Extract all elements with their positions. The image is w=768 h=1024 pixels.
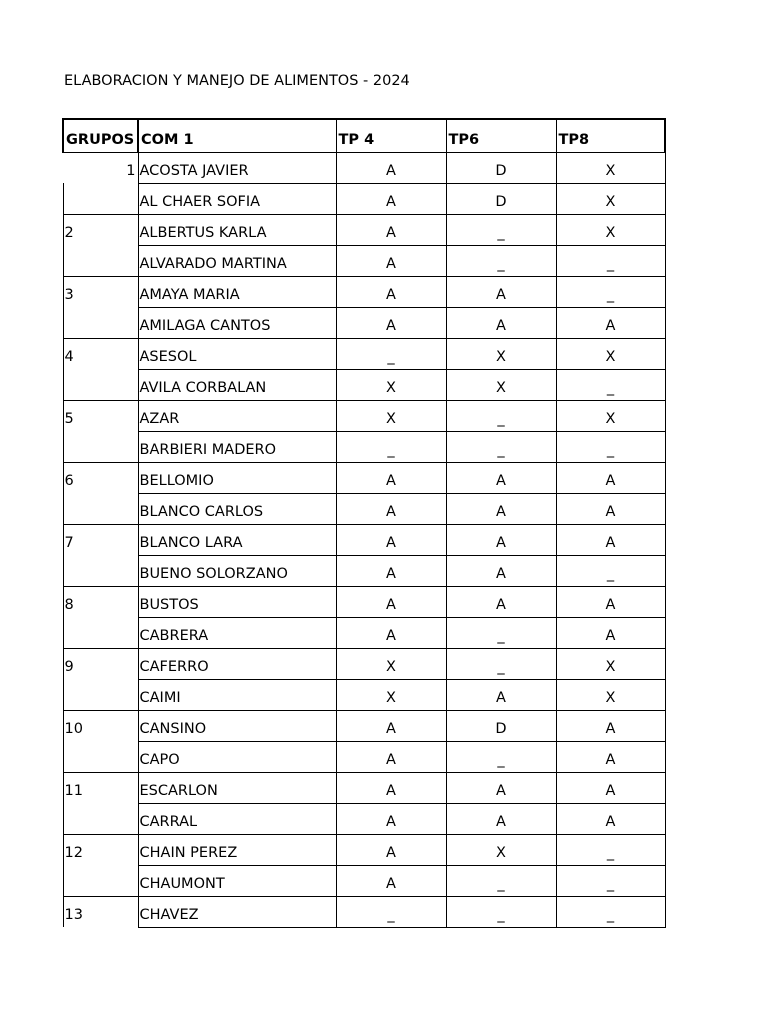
group-cell bbox=[63, 741, 138, 772]
table-row bbox=[63, 741, 665, 772]
name-cell bbox=[138, 338, 336, 369]
tp8-cell bbox=[556, 245, 665, 276]
tp8-cell-text: A bbox=[605, 813, 616, 830]
tp8-cell bbox=[556, 462, 665, 493]
table-row bbox=[63, 152, 665, 183]
tp8-cell-text: X bbox=[605, 689, 616, 706]
tp8-cell bbox=[556, 803, 665, 834]
tp6-cell-text: A bbox=[496, 565, 506, 582]
tp4-cell-text: A bbox=[386, 875, 396, 892]
tp8-cell-text: A bbox=[605, 627, 616, 644]
tp8-cell-text: _ bbox=[606, 441, 615, 458]
table-row bbox=[63, 896, 665, 927]
name-cell-text: BELLOMIO bbox=[139, 472, 214, 489]
name-cell-text: BARBIERI MADERO bbox=[139, 441, 277, 458]
tp8-cell bbox=[556, 400, 665, 431]
tp6-cell-text: _ bbox=[497, 875, 505, 892]
tp4-cell bbox=[336, 741, 446, 772]
name-cell-text: AMAYA MARIA bbox=[139, 286, 240, 303]
tp8-cell-text: A bbox=[605, 317, 616, 334]
table-row bbox=[63, 245, 665, 276]
table-row bbox=[63, 555, 665, 586]
tp6-cell-text: A bbox=[496, 813, 506, 830]
group-cell bbox=[63, 338, 138, 369]
name-cell bbox=[138, 617, 336, 648]
group-cell bbox=[63, 834, 138, 865]
group-cell-text: 1 bbox=[126, 163, 136, 179]
tp8-cell bbox=[556, 865, 665, 896]
name-cell bbox=[138, 524, 336, 555]
table-row bbox=[63, 710, 665, 741]
tp8-cell bbox=[556, 152, 665, 183]
tp6-cell-text: X bbox=[496, 379, 506, 396]
group-cell bbox=[63, 183, 138, 214]
tp8-cell-text: A bbox=[605, 751, 616, 768]
group-cell bbox=[63, 276, 138, 307]
tp8-cell bbox=[556, 834, 665, 865]
tp8-cell-text: _ bbox=[606, 286, 615, 303]
tp4-cell-text: _ bbox=[387, 906, 395, 923]
tp6-cell bbox=[446, 152, 556, 183]
tp6-cell bbox=[446, 710, 556, 741]
tp8-cell-text: A bbox=[605, 503, 616, 520]
group-cell bbox=[63, 400, 138, 431]
group-cell-text: 9 bbox=[64, 659, 74, 675]
tp4-cell-text: _ bbox=[387, 441, 395, 458]
tp8-cell bbox=[556, 276, 665, 307]
group-cell-text: 7 bbox=[64, 535, 74, 551]
tp4-cell bbox=[336, 524, 446, 555]
tp4-cell-text: A bbox=[386, 813, 396, 830]
table-row bbox=[63, 865, 665, 896]
tp6-cell-text: _ bbox=[497, 627, 505, 644]
tp4-cell-text: X bbox=[386, 689, 396, 706]
tp6-cell bbox=[446, 803, 556, 834]
name-cell bbox=[138, 741, 336, 772]
name-cell bbox=[138, 648, 336, 679]
tp8-cell-text: A bbox=[605, 534, 616, 551]
tp6-cell-text: _ bbox=[497, 658, 505, 675]
name-cell bbox=[138, 803, 336, 834]
name-cell bbox=[138, 865, 336, 896]
name-cell bbox=[138, 276, 336, 307]
name-cell-text: ASESOL bbox=[139, 348, 197, 365]
name-cell-text: BLANCO CARLOS bbox=[139, 503, 264, 520]
tp8-cell bbox=[556, 648, 665, 679]
table-row bbox=[63, 617, 665, 648]
name-cell bbox=[138, 183, 336, 214]
name-cell bbox=[138, 245, 336, 276]
name-cell-text: CARRAL bbox=[139, 813, 198, 830]
name-cell-text: CHAIN PEREZ bbox=[139, 844, 238, 861]
tp6-cell bbox=[446, 679, 556, 710]
group-cell-text: 4 bbox=[64, 349, 74, 365]
group-cell bbox=[63, 524, 138, 555]
name-cell-text: CAIMI bbox=[139, 689, 181, 706]
group-cell bbox=[63, 772, 138, 803]
tp6-cell bbox=[446, 493, 556, 524]
tp4-cell-text: X bbox=[386, 658, 396, 675]
tp8-cell-text: X bbox=[605, 658, 616, 675]
tp4-cell-text: A bbox=[386, 844, 396, 861]
table-row bbox=[63, 369, 665, 400]
tp8-cell-text: A bbox=[605, 720, 616, 737]
tp8-cell bbox=[556, 493, 665, 524]
tp8-cell bbox=[556, 741, 665, 772]
table-row bbox=[63, 586, 665, 617]
table-row bbox=[63, 214, 665, 245]
group-cell-text: 10 bbox=[64, 721, 83, 737]
tp4-cell bbox=[336, 772, 446, 803]
tp6-cell bbox=[446, 462, 556, 493]
tp6-cell bbox=[446, 741, 556, 772]
tp6-cell bbox=[446, 617, 556, 648]
tp6-cell-text: A bbox=[496, 472, 506, 489]
tp8-cell bbox=[556, 555, 665, 586]
tp8-cell bbox=[556, 896, 665, 927]
tp4-cell-text: X bbox=[386, 379, 396, 396]
tp4-cell bbox=[336, 369, 446, 400]
tp6-cell-text: _ bbox=[497, 441, 505, 458]
group-cell bbox=[63, 803, 138, 834]
tp6-cell bbox=[446, 586, 556, 617]
table-row bbox=[63, 338, 665, 369]
group-cell-text: 11 bbox=[64, 783, 83, 799]
tp4-cell-text: A bbox=[386, 193, 396, 210]
tp8-cell bbox=[556, 586, 665, 617]
header-tp6: TP6 bbox=[446, 119, 556, 152]
tp4-cell-text: A bbox=[386, 720, 396, 737]
tp4-cell bbox=[336, 493, 446, 524]
tp8-cell-text: _ bbox=[606, 379, 615, 396]
name-cell-text: ALVARADO MARTINA bbox=[139, 255, 287, 272]
tp8-cell-text: A bbox=[605, 782, 616, 799]
tp6-cell-text: A bbox=[496, 534, 506, 551]
tp8-cell-text: _ bbox=[606, 255, 615, 272]
name-cell-text: CHAUMONT bbox=[139, 875, 225, 892]
tp6-cell-text: _ bbox=[497, 751, 505, 768]
group-cell bbox=[63, 710, 138, 741]
tp8-cell-text: X bbox=[605, 193, 616, 210]
tp4-cell-text: A bbox=[386, 286, 396, 303]
group-cell bbox=[63, 617, 138, 648]
tp8-cell bbox=[556, 214, 665, 245]
header-row bbox=[63, 119, 665, 152]
tp4-cell bbox=[336, 214, 446, 245]
name-cell-text: CANSINO bbox=[139, 720, 207, 737]
group-cell bbox=[63, 586, 138, 617]
tp4-cell-text: A bbox=[386, 224, 396, 241]
tp4-cell-text: A bbox=[386, 782, 396, 799]
table-row bbox=[63, 679, 665, 710]
document-title: ELABORACION Y MANEJO DE ALIMENTOS - 2024 bbox=[64, 73, 410, 89]
tp6-cell bbox=[446, 276, 556, 307]
name-cell bbox=[138, 307, 336, 338]
tp4-cell bbox=[336, 710, 446, 741]
name-cell bbox=[138, 896, 336, 927]
group-cell bbox=[63, 462, 138, 493]
tp4-cell bbox=[336, 896, 446, 927]
name-cell-text: BLANCO LARA bbox=[139, 534, 243, 551]
table-row bbox=[63, 431, 665, 462]
tp8-cell-text: X bbox=[605, 162, 616, 179]
tp6-cell bbox=[446, 896, 556, 927]
grades-table bbox=[62, 118, 666, 928]
tp8-cell bbox=[556, 307, 665, 338]
name-cell-text: CAFERRO bbox=[139, 658, 209, 675]
table-row bbox=[63, 524, 665, 555]
group-cell bbox=[63, 152, 138, 183]
table-row bbox=[63, 648, 665, 679]
header-tp4: TP 4 bbox=[336, 119, 446, 152]
tp4-cell-text: A bbox=[386, 255, 396, 272]
tp6-cell-text: A bbox=[496, 503, 506, 520]
tp6-cell-text: A bbox=[496, 317, 506, 334]
table-row bbox=[63, 462, 665, 493]
name-cell-text: AZAR bbox=[139, 410, 180, 427]
table-row bbox=[63, 400, 665, 431]
tp6-cell-text: _ bbox=[497, 906, 505, 923]
tp4-cell bbox=[336, 338, 446, 369]
tp4-cell bbox=[336, 183, 446, 214]
tp4-cell bbox=[336, 555, 446, 586]
grades-table-body bbox=[63, 119, 665, 927]
name-cell bbox=[138, 555, 336, 586]
tp6-cell bbox=[446, 307, 556, 338]
tp4-cell bbox=[336, 803, 446, 834]
group-cell bbox=[63, 431, 138, 462]
tp6-cell-text: D bbox=[495, 193, 507, 210]
tp6-cell-text: _ bbox=[497, 410, 505, 427]
tp8-cell-text: _ bbox=[606, 565, 615, 582]
tp4-cell bbox=[336, 648, 446, 679]
name-cell bbox=[138, 431, 336, 462]
group-cell bbox=[63, 896, 138, 927]
group-cell-text: 2 bbox=[64, 225, 74, 241]
tp8-cell-text: _ bbox=[606, 844, 615, 861]
table-row bbox=[63, 803, 665, 834]
group-cell bbox=[63, 555, 138, 586]
tp8-cell bbox=[556, 617, 665, 648]
name-cell bbox=[138, 400, 336, 431]
name-cell-text: AMILAGA CANTOS bbox=[139, 317, 271, 334]
tp4-cell-text: A bbox=[386, 751, 396, 768]
tp8-cell-text: _ bbox=[606, 875, 615, 892]
tp8-cell-text: X bbox=[605, 224, 616, 241]
group-cell bbox=[63, 493, 138, 524]
tp6-cell bbox=[446, 834, 556, 865]
tp8-cell-text: A bbox=[605, 472, 616, 489]
tp4-cell-text: X bbox=[386, 410, 396, 427]
table-row bbox=[63, 183, 665, 214]
tp4-cell bbox=[336, 245, 446, 276]
tp8-cell bbox=[556, 431, 665, 462]
table-row bbox=[63, 307, 665, 338]
tp6-cell-text: A bbox=[496, 782, 506, 799]
tp6-cell bbox=[446, 431, 556, 462]
tp6-cell-text: _ bbox=[497, 255, 505, 272]
tp6-cell bbox=[446, 648, 556, 679]
tp8-cell bbox=[556, 524, 665, 555]
tp6-cell-text: _ bbox=[497, 224, 505, 241]
header-tp8: TP8 bbox=[556, 119, 665, 152]
name-cell bbox=[138, 710, 336, 741]
group-cell-text: 5 bbox=[64, 411, 74, 427]
group-cell bbox=[63, 245, 138, 276]
name-cell bbox=[138, 834, 336, 865]
table-row bbox=[63, 493, 665, 524]
name-cell-text: CAPO bbox=[139, 751, 180, 768]
group-cell-text: 13 bbox=[64, 907, 83, 923]
group-cell-text: 3 bbox=[64, 287, 74, 303]
tp6-cell-text: A bbox=[496, 689, 506, 706]
tp8-cell bbox=[556, 679, 665, 710]
tp4-cell bbox=[336, 276, 446, 307]
tp6-cell-text: A bbox=[496, 596, 506, 613]
tp4-cell bbox=[336, 834, 446, 865]
tp8-cell-text: _ bbox=[606, 906, 615, 923]
table-row bbox=[63, 772, 665, 803]
group-cell-text: 8 bbox=[64, 597, 74, 613]
group-cell bbox=[63, 679, 138, 710]
tp8-cell-text: A bbox=[605, 596, 616, 613]
name-cell bbox=[138, 772, 336, 803]
tp4-cell bbox=[336, 152, 446, 183]
tp6-cell bbox=[446, 338, 556, 369]
header-grupos: GRUPOS bbox=[63, 119, 138, 152]
tp8-cell bbox=[556, 338, 665, 369]
tp6-cell bbox=[446, 772, 556, 803]
tp4-cell-text: A bbox=[386, 503, 396, 520]
name-cell-text: BUENO SOLORZANO bbox=[139, 565, 288, 582]
tp4-cell-text: A bbox=[386, 162, 396, 179]
tp6-cell-text: X bbox=[496, 844, 506, 861]
tp6-cell bbox=[446, 555, 556, 586]
tp4-cell-text: A bbox=[386, 472, 396, 489]
tp6-cell bbox=[446, 865, 556, 896]
tp4-cell-text: A bbox=[386, 534, 396, 551]
tp4-cell-text: A bbox=[386, 627, 396, 644]
tp6-cell-text: D bbox=[495, 162, 507, 179]
table-row bbox=[63, 276, 665, 307]
group-cell-text: 6 bbox=[64, 473, 74, 489]
tp4-cell bbox=[336, 586, 446, 617]
tp8-cell-text: X bbox=[605, 348, 616, 365]
tp8-cell bbox=[556, 710, 665, 741]
name-cell-text: ACOSTA JAVIER bbox=[139, 162, 249, 179]
name-cell-text: ESCARLON bbox=[139, 782, 218, 799]
tp6-cell bbox=[446, 183, 556, 214]
group-cell bbox=[63, 865, 138, 896]
tp4-cell-text: A bbox=[386, 565, 396, 582]
name-cell-text: CHAVEZ bbox=[139, 906, 199, 923]
name-cell bbox=[138, 152, 336, 183]
tp6-cell bbox=[446, 524, 556, 555]
name-cell-text: ALBERTUS KARLA bbox=[139, 224, 267, 241]
tp4-cell bbox=[336, 431, 446, 462]
name-cell bbox=[138, 369, 336, 400]
tp8-cell bbox=[556, 772, 665, 803]
group-cell bbox=[63, 307, 138, 338]
tp6-cell-text: A bbox=[496, 286, 506, 303]
group-cell bbox=[63, 369, 138, 400]
name-cell-text: AVILA CORBALAN bbox=[139, 379, 267, 396]
name-cell bbox=[138, 586, 336, 617]
group-cell-text: 12 bbox=[64, 845, 83, 861]
name-cell-text: BUSTOS bbox=[139, 596, 199, 613]
tp4-cell bbox=[336, 679, 446, 710]
tp4-cell bbox=[336, 400, 446, 431]
tp4-cell bbox=[336, 617, 446, 648]
tp8-cell bbox=[556, 183, 665, 214]
tp4-cell bbox=[336, 865, 446, 896]
tp4-cell-text: A bbox=[386, 317, 396, 334]
table-row bbox=[63, 834, 665, 865]
name-cell-text: AL CHAER SOFIA bbox=[139, 193, 261, 210]
name-cell bbox=[138, 679, 336, 710]
group-cell bbox=[63, 648, 138, 679]
name-cell bbox=[138, 462, 336, 493]
tp6-cell bbox=[446, 245, 556, 276]
tp8-cell-text: X bbox=[605, 410, 616, 427]
tp6-cell bbox=[446, 400, 556, 431]
tp4-cell bbox=[336, 307, 446, 338]
tp4-cell bbox=[336, 462, 446, 493]
name-cell bbox=[138, 493, 336, 524]
tp4-cell-text: _ bbox=[387, 348, 395, 365]
name-cell bbox=[138, 214, 336, 245]
tp6-cell bbox=[446, 214, 556, 245]
tp4-cell-text: A bbox=[386, 596, 396, 613]
tp6-cell bbox=[446, 369, 556, 400]
header-com: COM 1 bbox=[138, 119, 336, 152]
tp8-cell bbox=[556, 369, 665, 400]
tp6-cell-text: X bbox=[496, 348, 506, 365]
tp6-cell-text: D bbox=[495, 720, 507, 737]
name-cell-text: CABRERA bbox=[139, 627, 209, 644]
group-cell bbox=[63, 214, 138, 245]
